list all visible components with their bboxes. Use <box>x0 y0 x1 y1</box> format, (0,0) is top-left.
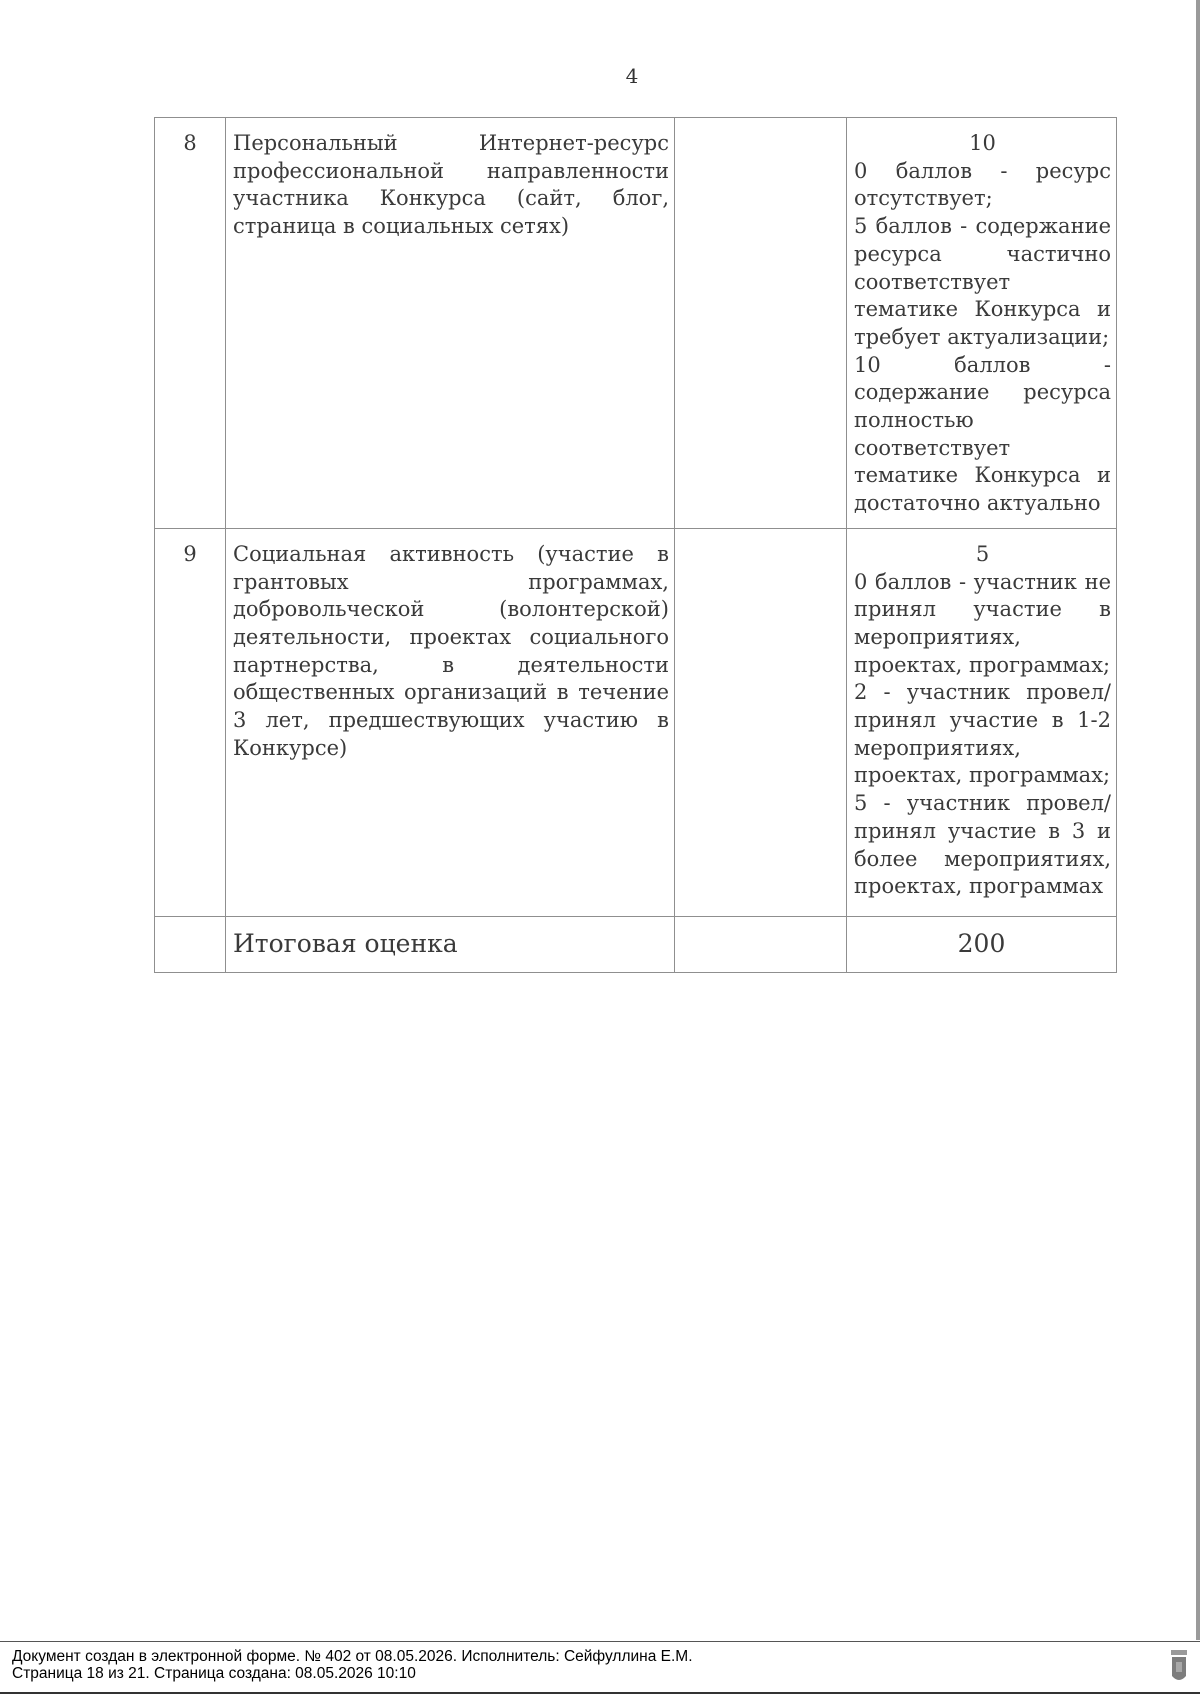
row-number: 9 <box>155 528 226 916</box>
scoring-rule: 5 - участник провел/ принял участие в 3 и более мероприятиях, проектах, программах <box>854 791 1111 899</box>
scoring-rule: 0 баллов - ресурс отсутствует; <box>854 158 1111 211</box>
coat-of-arms-icon <box>1168 1650 1190 1686</box>
criterion-text: Социальная активность (участие в грантовых программах, добровольческой (волонтерской) деятельности, проектах социального партнерства, в деятельности общественных организаций в течение 3 лет, предшествующих участию в Конкурсе) <box>226 528 675 916</box>
score-cell <box>847 528 1117 916</box>
max-score: 5 <box>975 541 990 566</box>
scoring-rule: 2 - участник провел/ принял участие в 1-2 мероприятиях, проектах, программах; <box>854 680 1111 788</box>
scoring-rule: 5 баллов - содержание ресурса частично соответствует тематике Конкурса и требует актуализации; <box>854 214 1111 349</box>
evidence-cell <box>675 118 847 529</box>
evidence-cell <box>675 528 847 916</box>
total-row <box>155 916 1117 972</box>
total-evidence-cell <box>675 916 847 972</box>
footer-bottom-divider <box>0 1692 1200 1694</box>
scoring-rule: 0 баллов - участник не принял участие в мероприятиях, проектах, программах; <box>854 569 1111 677</box>
footer-document-info: Документ создан в электронной форме. № 402 от 08.05.2026. Исполнитель: Сейфуллина Е.М. <box>12 1648 693 1665</box>
row-number: 8 <box>155 118 226 529</box>
criteria-table <box>154 117 1117 973</box>
page-edge <box>1196 0 1200 1640</box>
table-row <box>155 118 1117 529</box>
scoring-rule: 10 баллов - содержание ресурса полностью соответствует тематике Конкурса и достаточно актуально <box>854 352 1111 516</box>
footer-divider <box>0 1641 1200 1642</box>
criterion-text: Персональный Интернет-ресурс профессиональной направленности участника Конкурса (сайт, блог, страница в социальных сетях) <box>226 118 675 529</box>
total-label: Итоговая оценка <box>226 916 675 972</box>
table-row <box>155 528 1117 916</box>
total-number-cell <box>155 916 226 972</box>
document-footer <box>12 1648 693 1682</box>
score-cell <box>847 118 1117 529</box>
max-score: 10 <box>969 131 996 155</box>
page-number: 4 <box>625 64 639 88</box>
footer-page-info: Страница 18 из 21. Страница создана: 08.05.2026 10:10 <box>12 1665 416 1682</box>
total-value: 200 <box>847 916 1117 972</box>
